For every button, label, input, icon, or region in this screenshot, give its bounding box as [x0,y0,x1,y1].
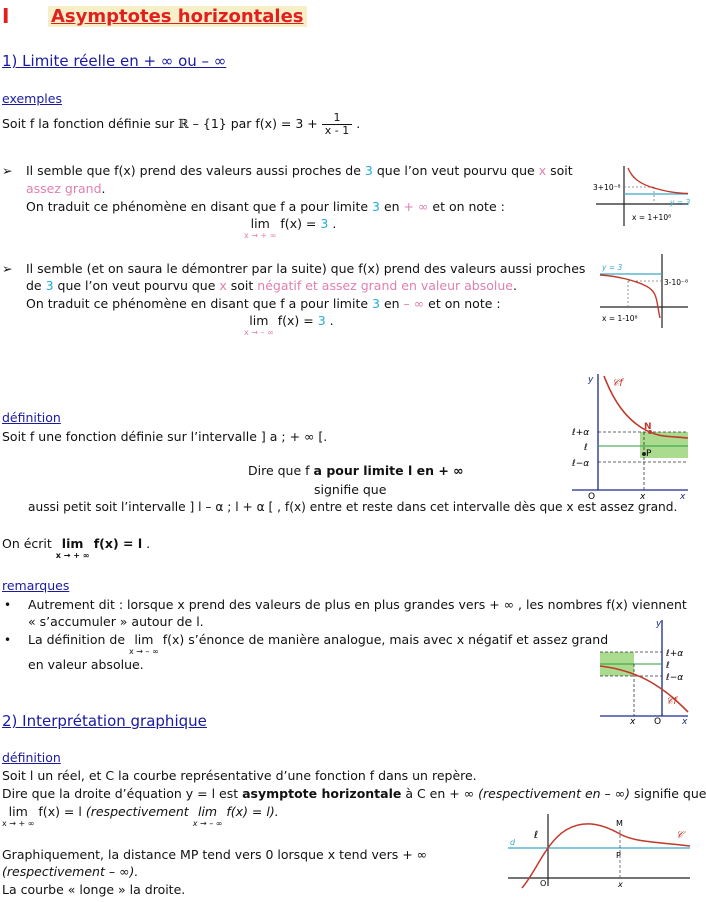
remark1-bullet: • [4,598,12,612]
figure-definition-plus-infinity [568,372,690,500]
p1-limit: lim x → + ∞ f(x) = 3 . [244,216,337,240]
fig5-C: 𝒞 [676,830,684,841]
section2-heading: 2) Interprétation graphique [2,712,207,730]
fig4-xv: x [630,717,636,727]
figure-horizontal-asymptote [506,812,690,888]
fig5-d: d [510,838,516,847]
fig3-lpa: ℓ+α [572,428,590,438]
fig3-xa: x [680,492,686,502]
fig3-P: P [646,449,652,459]
curve [628,168,688,194]
fig2-ylabel: 3-10⁻⁸ [664,278,688,287]
on-ecrit: On écrit lim x → + ∞ f(x) = l . [2,536,151,560]
remark2-bullet: • [4,633,12,647]
chapter-title: Asymptotes horizontales [48,6,307,27]
fig3-y: y [588,375,594,385]
fig1-xlabel: x = 1+10⁸ [632,213,672,222]
s2-line5: (respectivement – ∞). [2,864,139,879]
p2-line2: de 3 que l’on veut pourvu que x soit négatif et assez grand en valeur absolue. [26,278,517,293]
fig4-l: ℓ [666,661,670,671]
p1-arrow: ➢ [2,163,13,178]
s2-line1: Soit l un réel, et C la courbe représentative d’une fonction f dans un repère. [2,768,477,783]
p1-line1: Il semble que f(x) prend des valeurs aussi proches de 3 que l’on veut pourvu que x soit [26,163,573,178]
curve [600,275,660,318]
remark1-line2: « s’accumuler » autour de l. [28,614,204,629]
s2-line4: Graphiquement, la distance MP tend vers 0 lorsque x tend vers + ∞ [2,847,428,862]
fig5-l: ℓ [534,830,539,841]
definition-label: définition [2,410,61,425]
fig3-N: N [644,422,652,432]
remark2-line2: en valeur absolue. [28,657,144,672]
s2-line6: La courbe « longe » la droite. [2,882,186,897]
chapter-number: I [2,4,10,28]
figure-definition-minus-infinity [598,616,690,727]
p2-arrow: ➢ [2,261,13,276]
fig4-cf: 𝒞f [666,696,677,707]
def-line2: Dire que f a pour limite l en + ∞ [248,463,464,478]
p2-limit: lim x → – ∞ f(x) = 3 . [244,313,334,337]
fig4-lpa: ℓ+α [666,649,684,659]
fig4-xa: x [682,717,688,727]
p1-line3: On traduit ce phénomène en disant que f a pour limite 3 en + ∞ et on note : [26,199,505,214]
fig3-xv: x [640,492,646,502]
section1-heading: 1) Limite réelle en + ∞ ou – ∞ [2,52,227,70]
fig3-l: ℓ [584,443,588,453]
fig4-lma: ℓ−α [666,673,684,683]
def-line4: aussi petit soit l’intervalle ] l – α ; l + α [ , f(x) entre et reste dans cet intervalle dès que x est assez grand. [28,500,678,514]
fig3-cf: 𝒞f [612,378,623,389]
p1-line2: assez grand. [26,181,106,196]
fig3-lma: ℓ−α [572,459,590,469]
fig3-O: O [588,492,596,502]
examples-label: exemples [2,91,62,106]
fig5-x: x [618,880,623,889]
remark2-line1: La définition de lim x → – ∞ f(x) s’énonce de manière analogue, mais avec x négatif et assez grand [28,632,609,656]
fig1-asym: y = 3 [670,198,691,207]
remarks-label: remarques [2,578,70,593]
example-intro: Soit f la fonction définie sur ℝ – {1} par f(x) = 3 + $\frac{1}{x - 1}$ . [2,111,361,137]
figure-limit-minus-infinity [598,252,690,330]
fig1-ylabel: 3+10⁻⁸ [593,183,621,192]
definition2-label: définition [2,750,61,765]
remark1-line1: Autrement dit : lorsque x prend des valeurs de plus en plus grandes vers + ∞ , les nombres f(x) viennent [28,597,687,612]
p2-line3: On traduit ce phénomène en disant que f a pour limite 3 en – ∞ et on note : [26,296,501,311]
def-line3: signifie que [314,482,387,497]
fig2-asym: y = 3 [602,263,623,272]
p2-line1: Il semble (et on saura le démontrer par la suite) que f(x) prend des valeurs aussi proches [26,261,586,276]
fig2-xlabel: x = 1-10⁸ [602,314,638,323]
figure-limit-plus-infinity [592,164,691,234]
fig5-O: O [540,879,547,888]
fig4-O: O [654,717,662,727]
fig5-P: P [616,851,621,860]
fig5-M: M [616,819,623,828]
s2-line3: lim x → + ∞ f(x) = l (respectivement lim x → – ∞ f(x) = l). [2,804,279,828]
def-line1: Soit f une fonction définie sur l’intervalle ] a ; + ∞ [. [2,429,328,444]
s2-line2: Dire que la droite d’équation y = l est asymptote horizontale à C en + ∞ (respectivement en – ∞) signifie que [2,786,706,801]
fig4-y: y [656,619,662,629]
fraction: $\frac{1}{x - 1}$ [322,112,352,137]
